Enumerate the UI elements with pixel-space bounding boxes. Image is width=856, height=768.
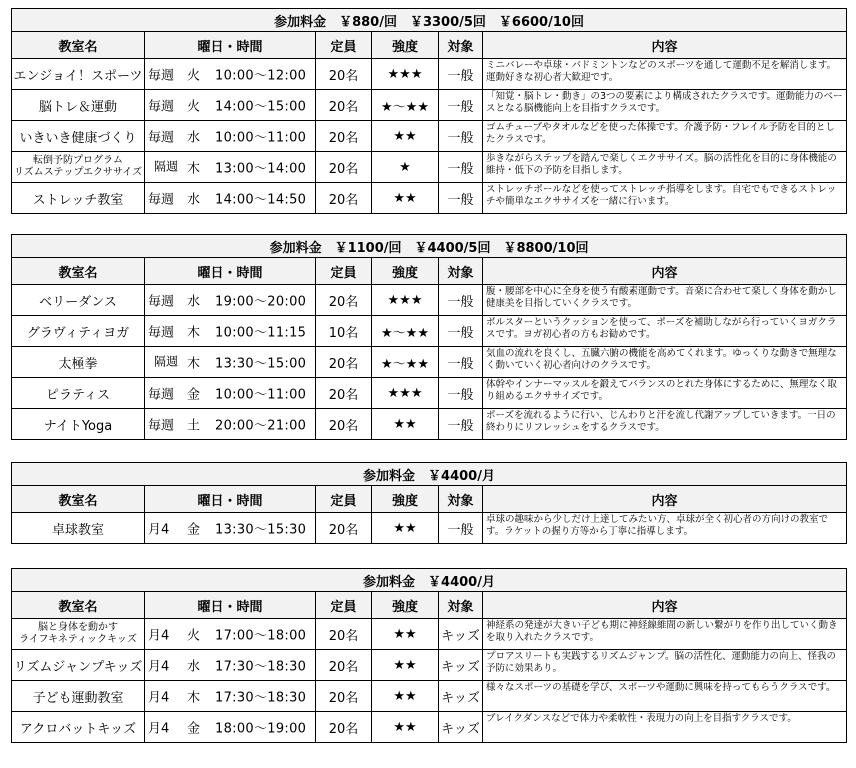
class-intensity: ★★: [372, 681, 439, 712]
column-header-intensity: 強度: [372, 32, 439, 59]
class-capacity: 20名: [316, 347, 372, 378]
class-schedule: [145, 285, 316, 316]
class-target: 一般: [439, 152, 483, 183]
class-capacity: 20名: [316, 378, 372, 409]
class-schedule: [145, 121, 316, 152]
class-description: 「知覚・脳トレ・動き」の3つの要素により構成されたクラスです。運動能力のベースとなる脳機能向上を目指すクラスです。: [483, 90, 847, 121]
class-weekday: 火: [187, 99, 201, 115]
class-description: 気血の流れを良くし、五臓六腑の機能を高めてくれます。ゆっくりな動きで無理なく動いていく初心者向けのクラスです。: [483, 347, 847, 378]
class-intensity: ★★: [372, 409, 439, 440]
class-capacity: 20名: [316, 183, 372, 214]
class-target: 一般: [439, 121, 483, 152]
class-section: [11, 462, 846, 544]
class-time: 13:00～14:00: [215, 161, 307, 177]
class-time: 17:30～18:30: [215, 690, 307, 706]
class-capacity: 20名: [316, 90, 372, 121]
class-description: ゴムチューブやタオルなどを使った体操です。介護予防・フレイル予防を目的としたクラスです。: [483, 121, 847, 152]
class-schedule: [145, 152, 316, 183]
class-row: [12, 316, 847, 347]
class-name: [12, 152, 145, 183]
class-row: [12, 90, 847, 121]
fee-row: [12, 9, 847, 32]
class-row: [12, 378, 847, 409]
class-frequency: 月4: [148, 690, 170, 706]
class-time: 17:00～18:00: [215, 628, 307, 644]
column-header-schedule: 曜日・時間: [145, 258, 316, 285]
class-schedule: [145, 681, 316, 712]
class-frequency: 毎週: [148, 325, 175, 341]
column-header-intensity: 強度: [372, 486, 439, 513]
column-header-content: 内容: [483, 486, 847, 513]
class-intensity: ★★: [372, 619, 439, 650]
fee-heading: 参加料金 ￥1100/回 ￥4400/5回 ￥8800/10回: [12, 235, 847, 258]
class-capacity: 10名: [316, 316, 372, 347]
class-intensity: ★～★★: [372, 347, 439, 378]
column-header-capacity: 定員: [316, 258, 372, 285]
class-row: [12, 712, 847, 743]
class-frequency: 毎週: [148, 387, 175, 403]
class-intensity: ★★★: [372, 285, 439, 316]
class-weekday: 木: [187, 161, 201, 177]
class-schedule: [145, 712, 316, 743]
column-header-name: 教室名: [12, 592, 145, 619]
class-frequency: 毎週: [148, 294, 175, 310]
class-description: 卓球の趣味から少しだけ上達してみたい方、卓球が全く初心者の方向けの教室です。ラケットの握り方等から丁寧に指導します。: [483, 513, 847, 544]
class-target: 一般: [439, 409, 483, 440]
class-frequency: 月4: [148, 659, 170, 675]
class-time: 20:00～21:00: [215, 418, 307, 434]
class-frequency: 毎週: [148, 418, 175, 434]
class-intensity: ★～★★: [372, 316, 439, 347]
class-name-line: 転倒予防プログラム: [33, 155, 123, 166]
class-table: [11, 234, 847, 440]
class-row: [12, 152, 847, 183]
class-intensity: ★★★: [372, 59, 439, 90]
class-schedule: [145, 378, 316, 409]
column-header-schedule: 曜日・時間: [145, 486, 316, 513]
class-capacity: 20名: [316, 409, 372, 440]
class-schedule: [145, 347, 316, 378]
class-target: 一般: [439, 285, 483, 316]
class-intensity: ★～★★: [372, 90, 439, 121]
class-description: ストレッチポールなどを使ってストレッチ指導をします。自宅でもできるストレッチや簡単なエクササイズを一緒に行います。: [483, 183, 847, 214]
class-name: 太極拳: [12, 347, 145, 378]
class-capacity: 20名: [316, 285, 372, 316]
class-time: 14:00～14:50: [215, 192, 307, 208]
class-target: 一般: [439, 90, 483, 121]
class-weekday: 木: [187, 356, 201, 372]
class-section: [11, 234, 846, 440]
column-header-content: 内容: [483, 258, 847, 285]
class-capacity: 20名: [316, 650, 372, 681]
class-row: [12, 619, 847, 650]
class-name: ベリーダンス: [12, 285, 145, 316]
class-frequency: 毎週: [148, 192, 175, 208]
class-target: キッズ: [439, 712, 483, 743]
class-capacity: 20名: [316, 712, 372, 743]
class-time: 17:30～18:30: [215, 659, 307, 675]
class-weekday: 金: [187, 721, 201, 737]
class-frequency: 月4: [148, 628, 170, 644]
column-header-intensity: 強度: [372, 258, 439, 285]
class-capacity: 20名: [316, 59, 372, 90]
class-schedule: [145, 183, 316, 214]
class-description: 腹・腰部を中心に全身を使う有酸素運動です。音楽に合わせて楽しく身体を動かし健康美を目指していくクラスです。: [483, 285, 847, 316]
fee-row: [12, 463, 847, 486]
class-intensity: ★★: [372, 712, 439, 743]
class-intensity: ★: [372, 152, 439, 183]
class-row: [12, 681, 847, 712]
class-weekday: 水: [187, 130, 201, 146]
column-header-capacity: 定員: [316, 592, 372, 619]
class-name: 子ども運動教室: [12, 681, 145, 712]
class-target: 一般: [439, 513, 483, 544]
class-description: ブレイクダンスなどで体力や柔軟性・表現力の向上を目指すクラスです。: [483, 712, 847, 743]
class-weekday: 金: [187, 522, 201, 538]
column-header-capacity: 定員: [316, 32, 372, 59]
column-header-row: [12, 592, 847, 619]
class-time: 19:00～20:00: [215, 294, 307, 310]
column-header-schedule: 曜日・時間: [145, 32, 316, 59]
class-schedule: [145, 316, 316, 347]
class-name: 卓球教室: [12, 513, 145, 544]
class-frequency: 月4: [148, 522, 170, 538]
class-description: 神経系の発達が大きい子ども期に神経線維間の新しい繋がりを作り出していく動きを取り入れたクラスです。: [483, 619, 847, 650]
class-target: 一般: [439, 378, 483, 409]
class-frequency: 毎週: [148, 68, 175, 84]
class-time: 10:00～11:15: [215, 325, 307, 341]
class-capacity: 20名: [316, 121, 372, 152]
column-header-target: 対象: [439, 486, 483, 513]
class-target: キッズ: [439, 650, 483, 681]
class-weekday: 土: [187, 418, 201, 434]
class-name: ストレッチ教室: [12, 183, 145, 214]
column-header-row: [12, 486, 847, 513]
class-description: プロアスリートも実践するリズムジャンプ。脳の活性化、運動能力の向上、怪我の予防に効果あり。: [483, 650, 847, 681]
fee-row: [12, 235, 847, 258]
column-header-name: 教室名: [12, 258, 145, 285]
class-row: [12, 347, 847, 378]
class-target: キッズ: [439, 619, 483, 650]
class-table: [11, 8, 847, 214]
fee-row: [12, 569, 847, 592]
class-target: 一般: [439, 183, 483, 214]
class-target: 一般: [439, 347, 483, 378]
class-description: 歩きながらステップを踏んで楽しくエクササイズ。脳の活性化を目的に身体機能の維持・低下の予防を目指します。: [483, 152, 847, 183]
class-capacity: 20名: [316, 152, 372, 183]
class-weekday: 火: [187, 68, 201, 84]
class-frequency: 隔週: [154, 354, 179, 369]
class-intensity: ★★: [372, 183, 439, 214]
class-name: ピラティス: [12, 378, 145, 409]
class-name-line: ライフキネティックキッズ: [19, 634, 137, 645]
class-weekday: 火: [187, 628, 201, 644]
class-schedule: [145, 619, 316, 650]
class-name: 脳トレ＆運動: [12, 90, 145, 121]
class-description: ミニバレーや卓球・バドミントンなどのスポーツを通して運動不足を解消します。運動好きな初心者大歓迎です。: [483, 59, 847, 90]
class-frequency: 月4: [148, 721, 170, 737]
column-header-content: 内容: [483, 32, 847, 59]
class-row: [12, 409, 847, 440]
class-section: [11, 8, 846, 214]
class-schedule: [145, 59, 316, 90]
class-row: [12, 121, 847, 152]
class-row: [12, 513, 847, 544]
class-weekday: 金: [187, 387, 201, 403]
class-time: 10:00～12:00: [215, 68, 307, 84]
class-name: グラヴィティヨガ: [12, 316, 145, 347]
class-schedule: [145, 409, 316, 440]
class-intensity: ★★: [372, 121, 439, 152]
class-capacity: 20名: [316, 681, 372, 712]
class-name-line: 脳と身体を動かす: [38, 622, 118, 633]
class-description: ポーズを流れるように行い、じんわりと汗を流し代謝アップしていきます。一日の終わりにリフレッシュをするクラスです。: [483, 409, 847, 440]
class-capacity: 20名: [316, 513, 372, 544]
class-schedule: [145, 513, 316, 544]
class-time: 13:30～15:00: [215, 356, 307, 372]
class-name-line: リズムステップエクササイズ: [13, 167, 143, 178]
class-description: ボルスターというクッションを使って、ポーズを補助しながら行っていくヨガクラスです。ヨガ初心者の方もお勧めです。: [483, 316, 847, 347]
class-description: 様々なスポーツの基礎を学び、スポーツや運動に興味を持ってもらうクラスです。: [483, 681, 847, 712]
column-header-capacity: 定員: [316, 486, 372, 513]
class-section: [11, 568, 846, 743]
fee-heading: 参加料金 ￥4400/月: [12, 463, 847, 486]
column-header-target: 対象: [439, 258, 483, 285]
class-name: リズムジャンプキッズ: [12, 650, 145, 681]
class-target: キッズ: [439, 681, 483, 712]
class-time: 13:30～15:30: [215, 522, 307, 538]
class-row: [12, 650, 847, 681]
class-frequency: 毎週: [148, 130, 175, 146]
class-name: アクロバットキッズ: [12, 712, 145, 743]
class-time: 10:00～11:00: [215, 387, 307, 403]
column-header-target: 対象: [439, 32, 483, 59]
class-row: [12, 285, 847, 316]
class-row: [12, 59, 847, 90]
column-header-row: [12, 32, 847, 59]
class-intensity: ★★★: [372, 378, 439, 409]
column-header-intensity: 強度: [372, 592, 439, 619]
class-schedule: [145, 650, 316, 681]
class-name: エンジョイ！スポーツ: [12, 59, 145, 90]
class-table: [11, 462, 847, 544]
class-row: [12, 183, 847, 214]
class-weekday: 木: [187, 325, 201, 341]
class-time: 14:00～15:00: [215, 99, 307, 115]
class-description: 体幹やインナーマッスルを鍛えてバランスのとれた身体にするために、無理なく取り組めるエクササイズです。: [483, 378, 847, 409]
class-intensity: ★★: [372, 650, 439, 681]
class-time: 10:00～11:00: [215, 130, 307, 146]
column-header-row: [12, 258, 847, 285]
class-intensity: ★★: [372, 513, 439, 544]
class-weekday: 水: [187, 192, 201, 208]
fee-heading: 参加料金 ￥880/回 ￥3300/5回 ￥6600/10回: [12, 9, 847, 32]
fee-heading: 参加料金 ￥4400/月: [12, 569, 847, 592]
class-name: [12, 619, 145, 650]
column-header-content: 内容: [483, 592, 847, 619]
class-target: 一般: [439, 59, 483, 90]
class-frequency: 隔週: [154, 159, 179, 174]
class-name: いきいき健康づくり: [12, 121, 145, 152]
class-capacity: 20名: [316, 619, 372, 650]
class-weekday: 水: [187, 659, 201, 675]
column-header-name: 教室名: [12, 32, 145, 59]
class-weekday: 水: [187, 294, 201, 310]
column-header-target: 対象: [439, 592, 483, 619]
class-schedule: [145, 90, 316, 121]
class-time: 18:00～19:00: [215, 721, 307, 737]
class-target: 一般: [439, 316, 483, 347]
class-weekday: 木: [187, 690, 201, 706]
class-frequency: 毎週: [148, 99, 175, 115]
class-table: [11, 568, 847, 743]
column-header-schedule: 曜日・時間: [145, 592, 316, 619]
column-header-name: 教室名: [12, 486, 145, 513]
class-name: ナイトYoga: [12, 409, 145, 440]
